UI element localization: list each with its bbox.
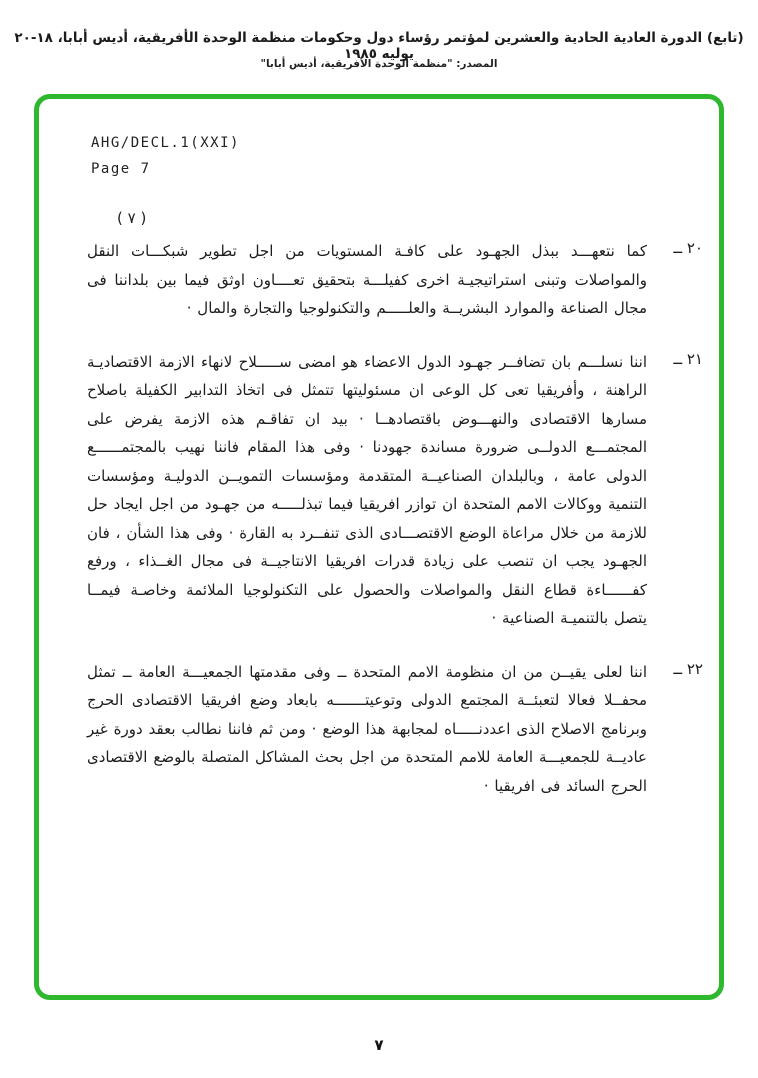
paragraph-number: ٢١ ــ: [673, 349, 703, 368]
paragraph-block: [87, 658, 703, 801]
document-page-label: Page 7: [91, 161, 151, 177]
section-marker: ( ٧ ): [117, 209, 147, 227]
paragraph-text: كما نتعهـــد ببذل الجهـود على كافـة المستويات من اجل تطوير شبكـــات النقل والمواصلات وتبنى استراتيجيـة اخرى كفيلـــة بتحقيق تعــــاون اوثق فيما بين بلداننا فى مجال الصناعة والموارد البشريــة والعلـــــم والتكنولوجيا والتجارة والمال ·: [87, 242, 647, 317]
page-header-source: المصدر: "منظمة الوحدة الأفريقية، أديس أبابا": [260, 58, 498, 70]
page-header-title: (تابع) الدورة العادية الحادية والعشرين لمؤتمر رؤساء دول وحكومات منظمة الوحدة الأفريقية، أديس أبابا، ١٨-٢٠ يوليه ١٩٨٥: [14, 30, 744, 62]
paragraph-number: ٢٢ ــ: [673, 659, 703, 678]
paragraph-text: اننا نسلـــم بان تضافــر جهـود الدول الاعضاء هو امضى ســـــلاح لانهاء الازمة الاقتصاديـة الراهنة ، وأفريقيا تعى كل الوعى ان مسئوليتها تتمثل فى اتخاذ التدابير الكفيلة باصلاح مسارها الاقتصادى والنهـــوض باقتصادهــا · بيد ان تفاقـم هذه الازمة يفرض على المجتمـــع الدولــى ضرورة مساندة جهودنا · وفى هذا المقام فاننا نهيب بالمجتمــــــع الدولى عامة ، وبالبلدان الصناعيــة المتقدمة ومؤسسات التمويــن الدوليـة ومؤسسات التنمية ووكالات الامم المتحدة ان توازر افريقيا فيما تبذلـــــه من جهـود من اجل ايجاد حل للازمة من خلال مراعاة الوضع الاقتصـــادى الذى تنفــرد به القارة · وفى هذا الشأن ، فان الجهـود يجب ان تنصب على زيادة قدرات افريقيا الانتاجيــة فى مجال الغــذاء ، ورفع كفــــــاءة قطاع النقل والمواصلات والحصول على التكنولوجيا الملائمة وخاصـة فيمــا يتصل بالتنميـة الصناعية ·: [87, 352, 647, 627]
paragraph-number: ٢٠ ــ: [673, 239, 703, 257]
paragraph-list: [87, 237, 703, 825]
paragraph-block: [87, 237, 703, 323]
paragraph-text: اننا لعلى يقيــن من ان منظومة الامم المتحدة ــ وفى مقدمتها الجمعيـــة العامة ــ تمثل محفــلا فعالا لتعبئــة المجتمع الدولى وتوعيتـــــــه بابعاد وضع افريقيا الاقتصادى الحرج وبرنامج الاصلاح الذى اعددنـــــاه لمجابهة هذا الوضع · ومن ثم فاننا نطالب بعقد دورة غير عاديــة للجمعيـــة العامة للامم المتحدة من اجل بحث المشاكل المتصلة بالوضع الاقتصادى الحرج السائد فى افريقيا ·: [87, 662, 647, 795]
footer-page-number: ٧: [374, 1036, 384, 1054]
document-frame: [34, 94, 724, 1000]
paragraph-block: [87, 348, 703, 633]
document-reference: AHG/DECL.1(XXI): [91, 135, 240, 151]
